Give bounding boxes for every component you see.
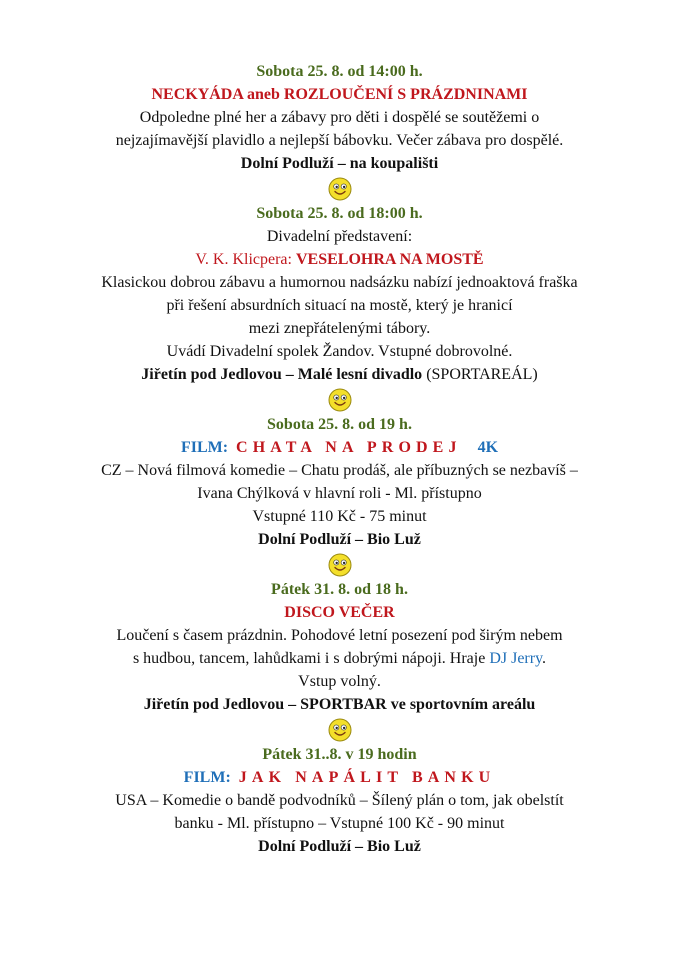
film-label: FILM: [183,769,231,786]
event-description-line: Klasickou dobrou zábavu a humornou nadsázku nabízí jednoaktová fraška [101,274,578,291]
event-place: Dolní Podluží – Bio Luž [258,531,421,548]
event-list [0,60,679,858]
event-jak-napalit-banku [0,743,679,858]
event-disco-vecer [0,578,679,716]
event-description-line: Vstup volný. [298,673,381,690]
smiley-face-icon [328,718,352,742]
event-description-line: Odpoledne plné her a zábavy pro děti i dospělé se soutěžemi o [139,109,540,126]
event-description-line: při řešení absurdních situací na mostě, který je hranicí [166,297,513,314]
event-date: Sobota 25. 8. od 18:00 h. [256,205,423,222]
event-description-line: nejzajímavější plavidlo a nejlepší bábovku. Večer zábava pro dospělé. [115,132,564,149]
event-neckyada [0,60,679,175]
smiley-face-icon [328,553,352,577]
event-place [0,363,679,386]
event-description-line: Uvádí Divadelní spolek Žandov. Vstupné dobrovolné. [166,343,513,360]
event-place: Jiřetín pod Jedlovou – SPORTBAR ve sportovním areálu [143,696,536,713]
event-place-name: Jiřetín pod Jedlovou – Malé lesní divadlo [141,366,423,383]
event-description-line [0,647,679,670]
event-title-line [0,248,679,271]
event-description-line: Vstupné 110 Kč - 75 minut [252,508,427,525]
divider [0,551,679,578]
event-description-line: Ivana Chýlková v hlavní roli - Ml. přístupno [197,485,482,502]
film-format: 4K [477,439,499,456]
event-title: DISCO VEČER [284,604,395,621]
divider [0,386,679,413]
event-title-line [0,436,679,459]
event-title: JAK NAPÁLIT BANKU [238,769,496,786]
event-description-text: s hudbou, tancem, lahůdkami i s dobrými nápoji. Hraje [132,650,490,667]
event-date: Sobota 25. 8. od 19 h. [267,416,412,433]
smiley-face-icon [328,177,352,201]
event-date: Sobota 25. 8. od 14:00 h. [256,63,423,80]
event-author: V. K. Klicpera: [195,251,296,268]
event-date: Pátek 31. 8. od 18 h. [271,581,408,598]
event-date: Pátek 31..8. v 19 hodin [262,746,417,763]
event-chata-na-prodej [0,413,679,551]
event-intro: Divadelní představení: [266,228,413,245]
event-place-note: (SPORTAREÁL) [422,366,538,383]
divider [0,716,679,743]
event-title-line [0,766,679,789]
event-place: Dolní Podluží – na koupališti [240,155,439,172]
event-description-line: mezi znepřátelenými tábory. [248,320,431,337]
event-place: Dolní Podluží – Bio Luž [258,838,421,855]
event-description-line: USA – Komedie o bandě podvodníků – Šílený plán o tom, jak obelstít [115,792,564,809]
dj-name: DJ Jerry [489,650,543,667]
divider [0,175,679,202]
event-veselohra [0,202,679,386]
event-title: NECKYÁDA aneb ROZLOUČENÍ S PRÁZDNINAMI [151,86,528,103]
film-label: FILM: [180,439,229,456]
event-title: VESELOHRA NA MOSTĚ [295,251,484,268]
smiley-face-icon [328,388,352,412]
event-description-line: Loučení s časem prázdnin. Pohodové letní posezení pod širým nebem [116,627,563,644]
event-description-text: . [542,650,547,667]
event-description-line: banku - Ml. přístupno – Vstupné 100 Kč - 90 minut [174,815,505,832]
event-description-line: CZ – Nová filmová komedie – Chatu prodáš, ale příbuzných se nezbavíš – [101,462,578,479]
event-title: CHATA NA PRODEJ [236,439,462,456]
